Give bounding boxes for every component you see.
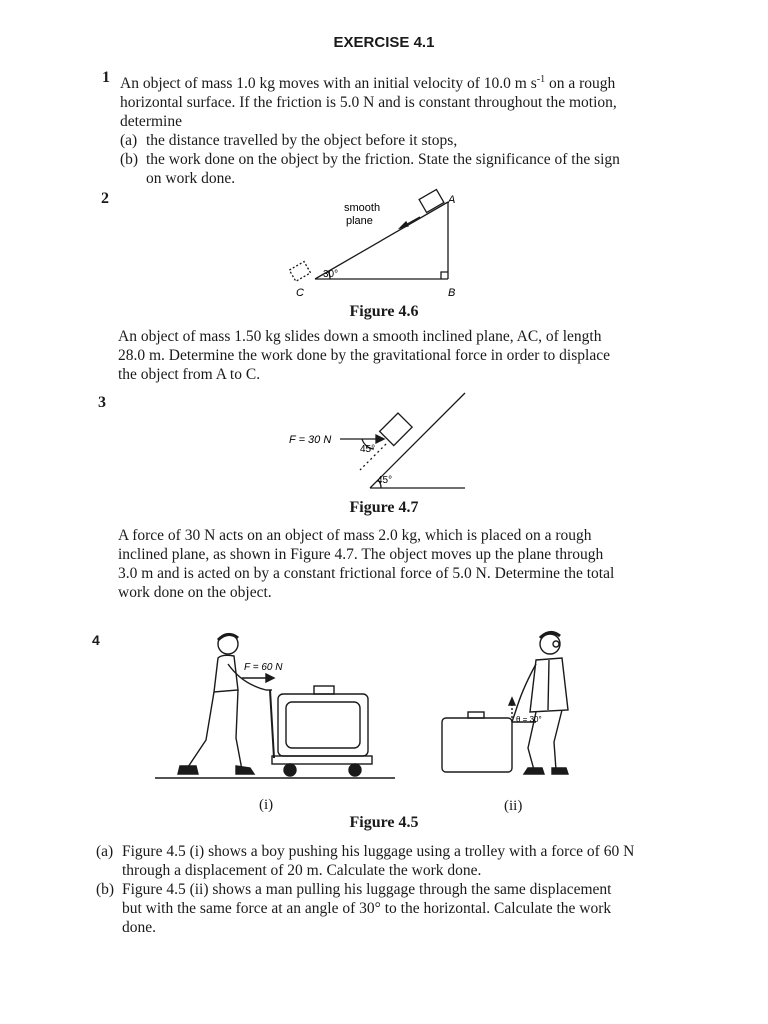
incline-line [315, 202, 448, 279]
suitcase-pulled [442, 718, 512, 772]
label-force: F = 30 N [289, 434, 332, 446]
figure-4-5-ii-man-pulling [432, 630, 602, 780]
force-arrowhead-60n [266, 674, 274, 682]
question-1-stem-line-1: An object of mass 1.0 kg moves with an initial velocity of 10.0 m $s^{-1}$ on a rough [120, 74, 616, 93]
label-angle-30: 30° [323, 269, 339, 280]
label-point-a: A [448, 194, 456, 206]
man-right-leg [554, 710, 562, 770]
label-plane: plane [346, 215, 373, 227]
right-angle-mark [441, 272, 448, 279]
man-jacket-seam [548, 660, 549, 710]
block-at-a [419, 189, 444, 212]
block-at-c-dashed [289, 262, 310, 282]
suitcase-pulled-handle [468, 712, 484, 718]
question-4-part-a: (a) Figure 4.5 (i) shows a boy pushing his luggage using a trolley with a force of 60 N [96, 843, 635, 860]
question-4-part-b: (b) Figure 4.5 (ii) shows a man pulling his luggage through the same displacement [96, 881, 612, 898]
label-point-b: B [448, 287, 456, 299]
label-smooth: smooth [344, 202, 381, 214]
trolley-platform [272, 756, 372, 764]
question-4-number: 4 [92, 632, 100, 648]
question-1-part-b: (b) the work done on the object by the friction. State the significance of the sign [120, 151, 620, 169]
question-1-text [120, 70, 680, 188]
boy-left-leg [186, 692, 214, 770]
suitcase-trolley-inner [286, 702, 360, 748]
question-1-number: 1 [102, 69, 110, 86]
question-1-part-b-cont: on work done. [146, 170, 236, 188]
man-left-shoe [524, 768, 544, 774]
trolley-wheel-left [284, 764, 296, 776]
exercise-title: EXERCISE 4.1 [333, 34, 435, 51]
incline-line [370, 393, 465, 488]
trolley-wheel-right [349, 764, 361, 776]
question-1-stem-line-2: horizontal surface. If the friction is 5.0 N and is constant throughout the motion, [120, 94, 617, 112]
figure-4-5-caption: Figure 4.5 [349, 814, 419, 831]
boy-hair [218, 634, 238, 640]
boy-right-shoe [236, 766, 254, 774]
figure-4-7-force-on-incline [280, 388, 480, 494]
suitcase-trolley-handle [314, 686, 334, 694]
man-glasses [553, 641, 559, 647]
boy-torso [214, 655, 238, 692]
question-1-part-a: (a) the distance travelled by the object before it stops, [120, 132, 458, 150]
boy-left-shoe [178, 766, 198, 774]
figure-4-6-caption: Figure 4.6 [349, 303, 419, 320]
question-1-stem-line-3: determine [120, 113, 182, 131]
force-arrowhead-angle [509, 698, 515, 705]
label-angle-30: θ = 30° [516, 715, 542, 724]
question-2-number: 2 [101, 190, 109, 207]
man-right-shoe [552, 768, 568, 774]
suitcase-trolley [278, 694, 368, 756]
motion-arrowhead [400, 222, 408, 228]
force-arrowhead [376, 435, 384, 443]
figure-4-6-inclined-plane [280, 186, 480, 302]
question-3-number: 3 [98, 394, 106, 411]
question-4-text: (a) Figure 4.5 (i) shows a boy pushing his luggage using a trolley with a force of 60 N through a displacement of 20 m. Calculate the work done. (b) Figure 4.5 (ii) shows a man pulling his luggage through the same displacement but with the same force at an angle of 30° to the horizontal. Calculate the work done. [96, 842, 688, 937]
figure-4-5-sub-i: (i) [259, 797, 274, 813]
block [380, 413, 413, 446]
question-2-text: An object of mass 1.50 kg slides down a smooth inclined plane, AC, of length 28.0 m. Determine the work done by the gravitational force in order to displace the object from A to C. [118, 328, 610, 383]
figure-4-7-caption: Figure 4.7 [349, 499, 419, 516]
label-force-60n: F = 60 N [244, 662, 283, 673]
figure-4-5-sub-ii: (ii) [504, 798, 523, 814]
label-angle-top: 45° [360, 444, 376, 455]
boy-right-leg [236, 690, 242, 770]
figure-4-5-i-boy-trolley [150, 630, 400, 785]
label-angle-bottom: 45° [377, 475, 393, 486]
label-point-c: C [296, 287, 304, 299]
question-3-text: A force of 30 N acts on an object of mass 2.0 kg, which is placed on a rough inclined plane, as shown in Figure 4.7. The object moves up the plane through 3.0 m and is acted on by a constant frictional force of 5.0 N. Determine the total work done on the object. [118, 527, 615, 601]
trolley-bar [270, 690, 274, 758]
